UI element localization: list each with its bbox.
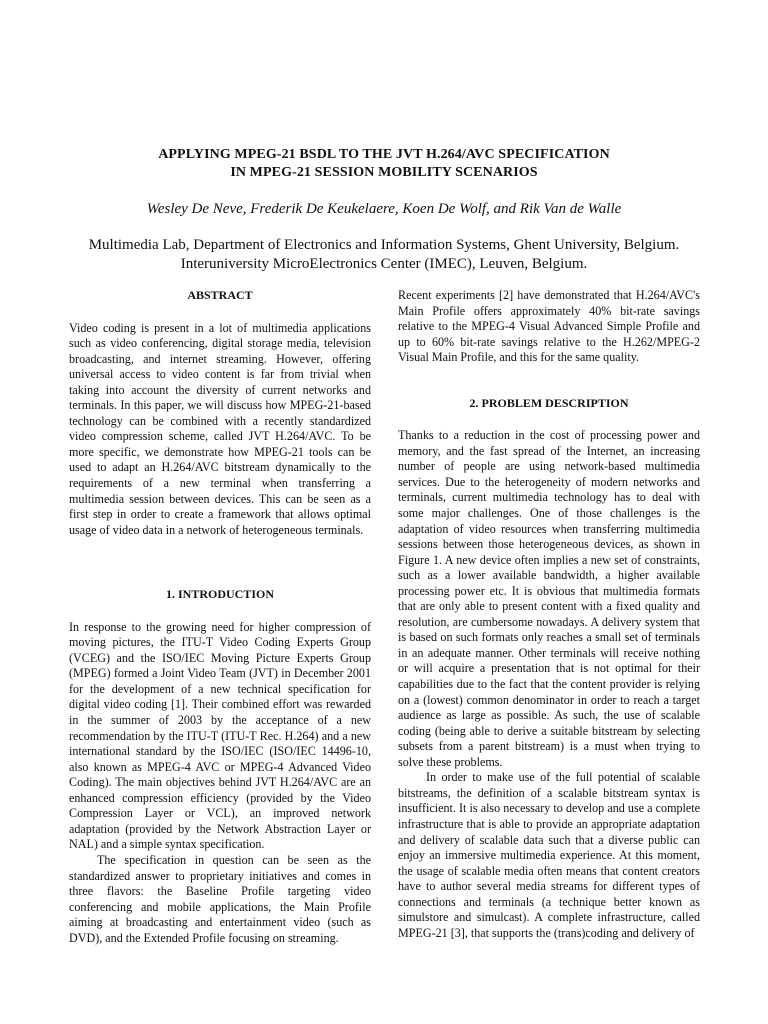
paper-title-line1: APPLYING MPEG-21 BSDL TO THE JVT H.264/AVC SPECIFICATION [158,147,610,162]
spacer [398,411,700,428]
abstract-heading: ABSTRACT [187,288,253,302]
abstract-text: Video coding is present in a lot of multimedia applications such as video conferencing, digital storage media, television broadcasting, and internet streaming. However, offering universal access to video content is far from trivial when taking into account the diversity of current networks and terminals. In this paper, we will discuss how MPEG-21-based technology can be combined with a recently standardized video compression scheme, called JVT H.264/AVC. To be more specific, we demonstrate how MPEG-21 tools can be used to adapt an H.264/AVC bitstream dynamically to the requirements of a new terminal when transferring a multimedia session between devices. This can be seen as a first step in order to create a framework that allows optimal usage of video data in a network of heterogeneous terminals. [69,320,371,537]
problem-paragraph-2: In order to make use of the full potential of scalable bitstreams, the definition of a scalable bitstream syntax is insufficient. It is also necessary to develop and use a complete infrastructure that is able to provide an appropriate adaptation and delivery of scalable data such that a diverse public can enjoy an immersive multimedia experience. At this moment, the usage of scalable media often means that content creators have to author several media streams for different types of connections and terminals (a technique better known as simulstore and simulcast). A complete infrastructure, called MPEG-21 [3], that supports the (trans)coding and delivery of [398,770,700,940]
problem-heading: 2. PROBLEM DESCRIPTION [469,395,629,410]
spacer [69,538,371,587]
introduction-heading: 1. INTRODUCTION [165,587,274,602]
introduction-paragraph-2: The specification in question can be seen as the standardized answer to proprietary initiatives and comes in three flavors: the Baseline Profile targeting video conferencing and mobile applications, the Main Profile aiming at broadcasting and entertainment video (such as DVD), and the Extended Profile focusing on streaming. [69,852,371,945]
introduction-paragraph-3: Recent experiments [2] have demonstrated that H.264/AVC's Main Profile offers approximately 40% bit-rate savings relative to the MPEG-4 Visual Advanced Simple Profile and up to 60% bit-rate savings relative to the H.262/MPEG-2 Visual Main Profile, and this for the same quality. [398,288,700,365]
spacer [69,603,371,620]
affiliation-line2: Interuniversity MicroElectronics Center (IMEC), Leuven, Belgium. [180,256,588,272]
problem-paragraph-1: Thanks to a reduction in the cost of processing power and memory, and the fast spread of the Internet, an increasing number of people are using network-based multimedia services. Due to the heterogeneity of modern networks and terminals, current multimedia technology has to deal with some major challenges. One of those challenges is the adaptation of video resources when transferring multimedia sessions between those heterogeneous devices, as shown in Figure 1. A new device often implies a new set of constraints, such as a lower available bandwidth, a higher available processing power etc. It is obvious that multimedia formats that are only able to present content with a fixed quality and resolution, are cumbersome nowadays. A delivery system that is based on such formats only reaches a small set of terminals in an adequate manner. Other terminals will receive nothing or will acquire a presentation that is not optimal for their capabilities due to the fact that the content provider is relying on a (lowest) common denominator in order to reach a target audience as large as possible. As such, the use of scalable coding (being able to derive a suitable bitstream by selecting subsets from a parent bitstream) is a must when trying to solve these problems. [398,428,700,769]
spacer [398,366,700,396]
right-column [398,288,700,941]
introduction-paragraph-1: In response to the growing need for higher compression of moving pictures, the ITU-T Video Coding Experts Group (VCEG) and the ISO/IEC Moving Picture Experts Group (MPEG) formed a Joint Video Team (JVT) in December 2001 for the development of a new technical specification for digital video coding [1]. Their combined effort was rewarded in the summer of 2003 by the acceptance of a new recommendation by the ITU-T (ITU-T Rec. H.264) and a new international standard by the ISO/IEC (ISO/IEC 14496-10, also known as MPEG-4 AVC or MPEG-4 Advanced Video Coding). The main objectives behind JVT H.264/AVC are an enhanced compression efficiency (provided by the Video Compression Layer or VCL), an improved network adaptation (provided by the Network Abstraction Layer or NAL) and a simple syntax specification. [69,619,371,852]
paper-title-line2: IN MPEG-21 SESSION MOBILITY SCENARIOS [230,165,538,180]
spacer [69,304,371,321]
left-column [69,288,371,946]
paper-authors: Wesley De Neve, Frederik De Keukelaere, Koen De Wolf, and Rik Van de Walle [146,201,622,217]
affiliation-line1: Multimedia Lab, Department of Electronics and Information Systems, Ghent University, Belgium. [88,237,680,253]
